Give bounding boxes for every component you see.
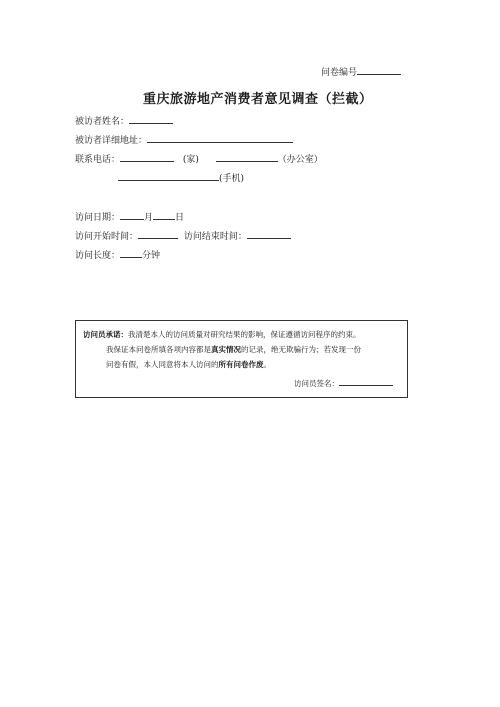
end-time-field[interactable] — [247, 228, 291, 239]
respondent-address-label: 被访者详细地址： — [75, 136, 148, 146]
mobile-phone-field[interactable] — [118, 170, 219, 181]
respondent-name-row — [75, 113, 173, 127]
duration-label: 访问长度： — [75, 251, 121, 261]
start-time-label: 访问开始时间： — [75, 232, 139, 242]
home-phone-field[interactable] — [120, 151, 174, 162]
end-time-label: 访问结束时间： — [183, 232, 247, 242]
minutes-label: 分钟 — [142, 251, 161, 261]
interview-day-field[interactable] — [153, 209, 175, 220]
signature-row — [294, 376, 393, 392]
day-label: 日 — [175, 213, 185, 223]
phone-label: 联系电话： — [75, 155, 121, 165]
respondent-address-field[interactable] — [147, 132, 293, 143]
office-phone-label: （办公室） — [277, 155, 323, 165]
questionnaire-number — [321, 64, 401, 78]
commitment-line-2: 我保证本问卷所填各项内容都是真实情况的记录，绝无欺骗行为；若发现一份 — [106, 345, 361, 354]
interview-duration-row — [75, 247, 160, 261]
interview-month-field[interactable] — [120, 209, 144, 220]
respondent-name-field[interactable] — [129, 113, 173, 124]
home-phone-label: (家) — [182, 155, 199, 165]
page-title: 重庆旅游地产消费者意见调查（拦截） — [143, 92, 373, 107]
commitment-line-3: 问卷有假，本人同意将本人访问的所有问卷作废。 — [106, 360, 271, 369]
interview-date-row — [75, 209, 184, 223]
signature-field[interactable] — [339, 377, 393, 386]
office-phone-field[interactable] — [216, 151, 278, 162]
month-label: 月 — [144, 213, 154, 223]
duration-field[interactable] — [120, 247, 142, 258]
signature-label: 访问员签名： — [294, 379, 339, 388]
questionnaire-number-label: 问卷编号 — [321, 68, 358, 78]
mobile-phone-label: (手机) — [219, 174, 245, 184]
commitment-line-1: 访问员承诺：我清楚本人的访问质量对研究结果的影响，保证遵循访问程序的约束。 — [83, 330, 361, 339]
commitment-heading: 访问员承诺： — [83, 330, 128, 339]
mobile-row — [118, 170, 244, 184]
interview-time-row — [75, 228, 291, 242]
questionnaire-number-field[interactable] — [357, 64, 401, 75]
respondent-name-label: 被访者姓名： — [75, 117, 130, 127]
start-time-field[interactable] — [138, 228, 178, 239]
interview-date-label: 访问日期： — [75, 213, 121, 223]
phone-row — [75, 151, 323, 165]
interviewer-commitment-box — [75, 320, 408, 398]
respondent-address-row — [75, 132, 293, 146]
